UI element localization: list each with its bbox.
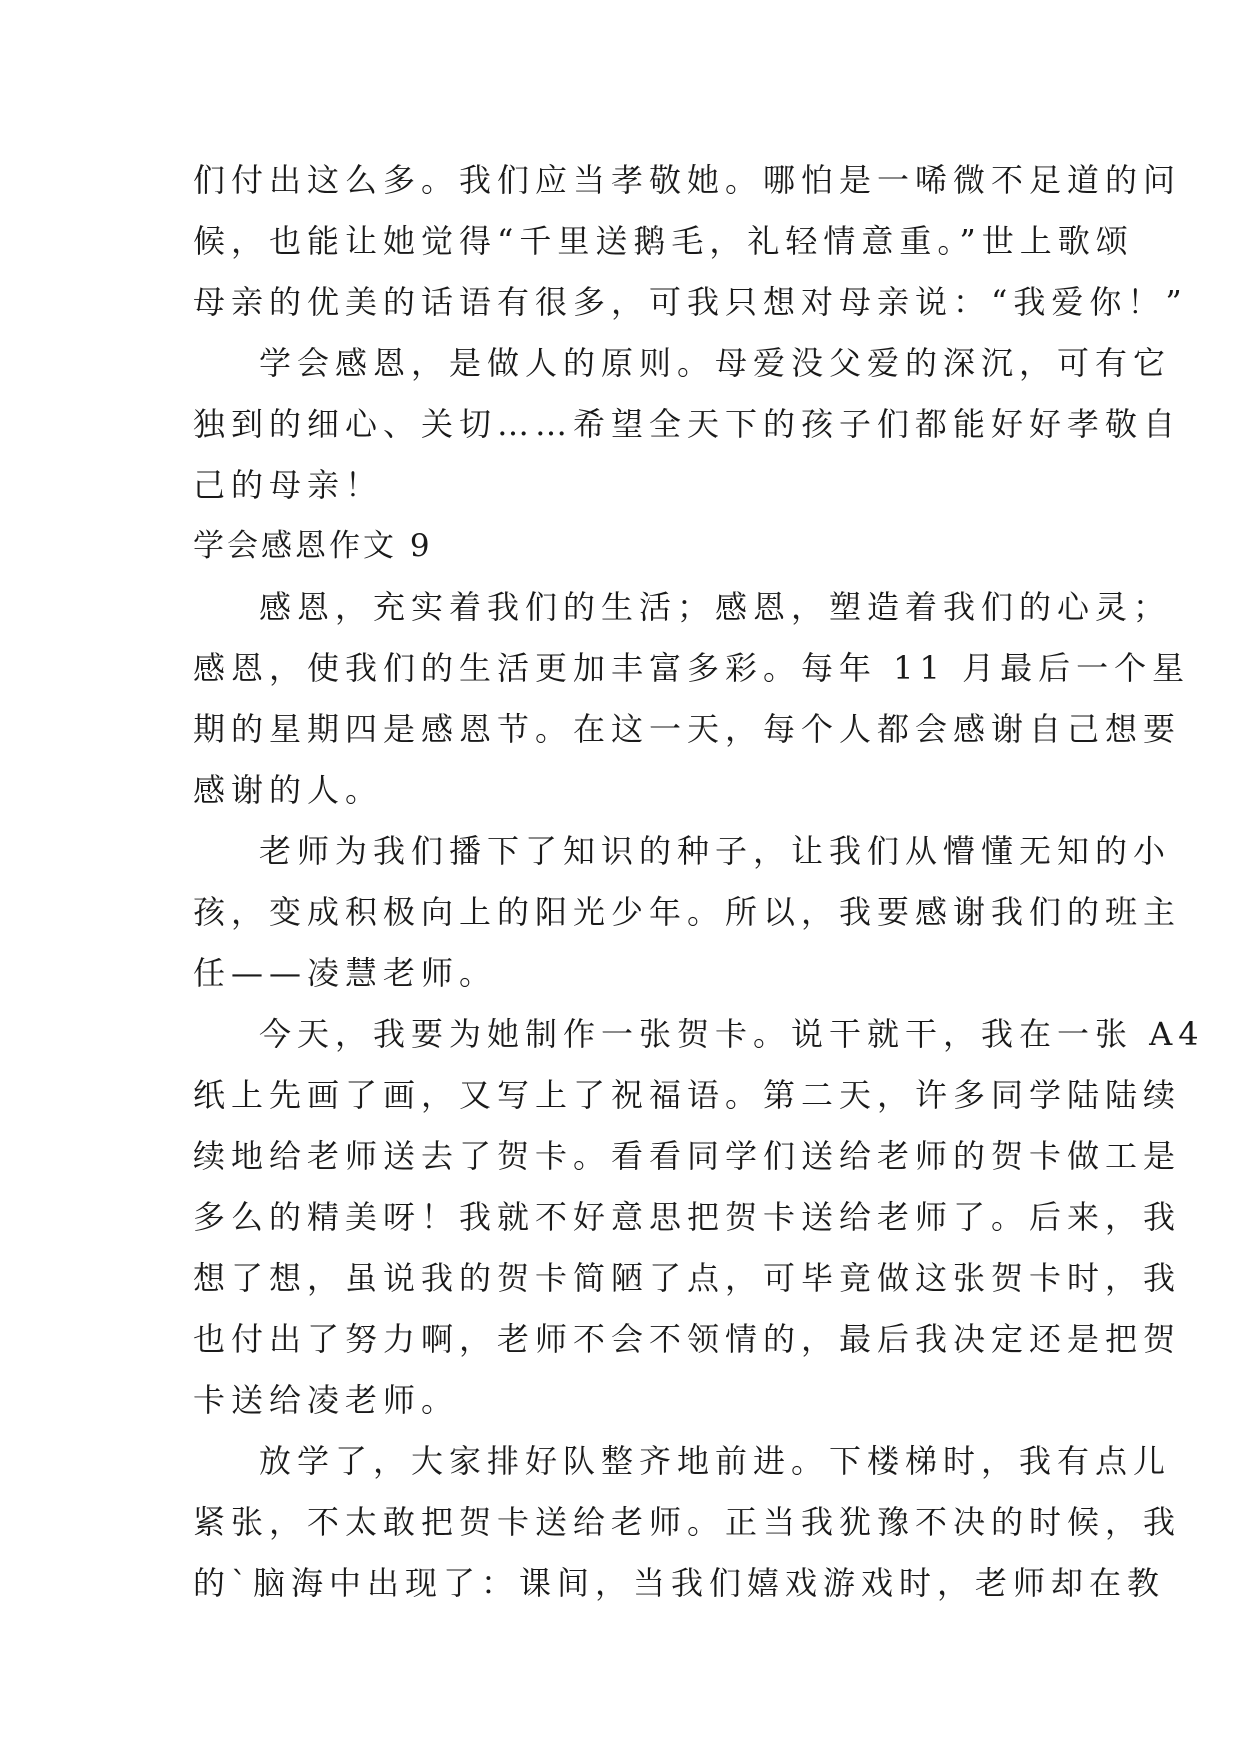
text-line: 想了想，虽说我的贺卡简陋了点，可毕竟做这张贺卡时，我 (193, 1259, 1182, 1297)
text-line: 们付出这么多。我们应当孝敬她。哪怕是一唏微不足道的问 (193, 161, 1182, 199)
text-line: 独到的细心、关切……希望全天下的孩子们都能好好孝敬自 (193, 405, 1182, 443)
paragraph-start-line: 今天，我要为她制作一张贺卡。说干就干，我在一张 A4 (259, 1015, 1205, 1053)
text-line: 续地给老师送去了贺卡。看看同学们送给老师的贺卡做工是 (193, 1137, 1182, 1175)
document-body (193, 150, 1205, 1614)
text-line: 期的星期四是感恩节。在这一天，每个人都会感谢自己想要 (193, 710, 1182, 748)
text-line: 卡送给凌老师。 (193, 1381, 460, 1419)
text-line: 的`脑海中出现了：课间，当我们嬉戏游戏时，老师却在教 (193, 1564, 1166, 1602)
text-line: 任——凌慧老师。 (193, 954, 498, 992)
text-line: 母亲的优美的话语有很多，可我只想对母亲说：“我爱你！” (193, 283, 1188, 321)
paragraph-start-line: 学会感恩，是做人的原则。母爱没父爱的深沉，可有它 (259, 344, 1172, 382)
text-line: 紧张，不太敢把贺卡送给老师。正当我犹豫不决的时候，我 (193, 1503, 1182, 1541)
text-line: 候，也能让她觉得“千里送鹅毛，礼轻情意重。”世上歌颂 (193, 222, 1134, 260)
text-line: 纸上先画了画，又写上了祝福语。第二天，许多同学陆陆续 (193, 1076, 1182, 1114)
paragraph-start-line: 老师为我们播下了知识的种子，让我们从懵懂无知的小 (259, 832, 1172, 870)
text-line: 孩，变成积极向上的阳光少年。所以，我要感谢我们的班主 (193, 893, 1182, 931)
paragraph-start-line: 感恩，充实着我们的生活；感恩，塑造着我们的心灵； (259, 588, 1172, 626)
text-line: 己的母亲！ (193, 466, 384, 504)
text-line: 多么的精美呀！我就不好意思把贺卡送给老师了。后来，我 (193, 1198, 1182, 1236)
paragraph-start-line: 放学了，大家排好队整齐地前进。下楼梯时，我有点儿 (259, 1442, 1172, 1480)
section-heading: 学会感恩作文 9 (193, 528, 433, 564)
text-line: 感谢的人。 (193, 771, 384, 809)
text-line: 感恩，使我们的生活更加丰富多彩。每年 11 月最后一个星 (193, 649, 1191, 687)
text-line: 也付出了努力啊，老师不会不领情的，最后我决定还是把贺 (193, 1320, 1182, 1358)
